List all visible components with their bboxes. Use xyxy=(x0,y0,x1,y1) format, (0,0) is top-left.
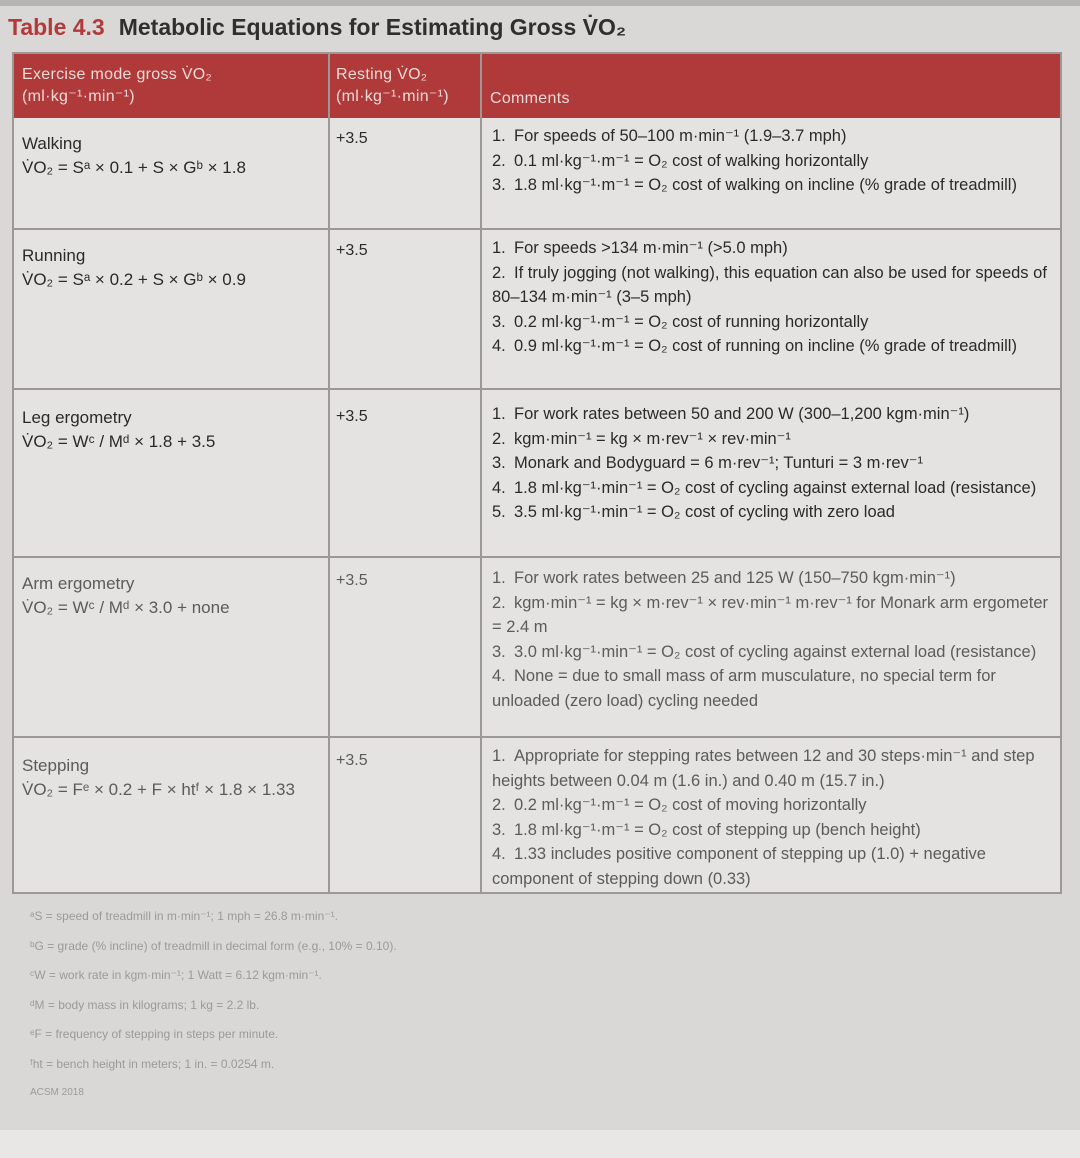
comments-list xyxy=(492,402,1054,525)
footnote-frequency: ᵉF = frequency of stepping in steps per minute. xyxy=(30,1027,279,1041)
header-resting-line1: Resting V̇O₂ xyxy=(336,66,428,83)
mode-name: Stepping xyxy=(22,756,90,775)
table-row-arm-ergometry xyxy=(14,558,1060,736)
resting-value: +3.5 xyxy=(336,752,368,769)
footnote-grade: ᵇG = grade (% incline) of treadmill in decimal form (e.g., 10% = 0.10). xyxy=(30,938,397,953)
footnote-body-mass: ᵈM = body mass in kilograms; 1 kg = 2.2 lb. xyxy=(30,997,260,1012)
exercise-mode xyxy=(22,244,246,292)
header-resting xyxy=(336,64,449,108)
mode-equation: V̇O₂ = Sᵃ × 0.1 + S × Gᵇ × 1.8 xyxy=(22,158,246,177)
source-citation: ACSM 2018 xyxy=(30,1087,84,1098)
comments-list xyxy=(492,236,1054,359)
comment-item: 4. None = due to small mass of arm musculature, no special term for unloaded (zero load) cycling needed xyxy=(492,667,996,710)
resting-value: +3.5 xyxy=(336,572,368,589)
page-bottom-edge xyxy=(0,1130,1080,1158)
comment-item: 2. kgm·min⁻¹ = kg × m·rev⁻¹ × rev·min⁻¹ xyxy=(492,429,791,448)
comments-list xyxy=(492,566,1054,713)
metabolic-equations-table xyxy=(12,52,1062,894)
table-number: Table 4.3 xyxy=(8,14,105,40)
mode-equation: V̇O₂ = Sᵃ × 0.2 + S × Gᵇ × 0.9 xyxy=(22,270,246,289)
comment-item: 1. For work rates between 50 and 200 W (300–1,200 kgm·min⁻¹) xyxy=(492,405,970,423)
table-row-walking xyxy=(14,118,1060,228)
top-edge xyxy=(0,0,1080,6)
comment-item: 1. For speeds >134 m·min⁻¹ (>5.0 mph) xyxy=(492,239,788,257)
header-comments: Comments xyxy=(490,90,570,107)
table-header xyxy=(14,54,1060,118)
table-row-stepping xyxy=(14,738,1060,892)
exercise-mode xyxy=(22,754,295,802)
resting-value: +3.5 xyxy=(336,130,368,147)
mode-name: Running xyxy=(22,246,86,265)
exercise-mode xyxy=(22,572,230,620)
comment-item: 2. 0.2 ml·kg⁻¹·m⁻¹ = O₂ cost of moving horizontally xyxy=(492,796,867,814)
resting-value: +3.5 xyxy=(336,408,368,425)
mode-name: Arm ergometry xyxy=(22,574,135,593)
comment-item: 4. 1.33 includes positive component of stepping up (1.0) + negative component of stepping down (0.33) xyxy=(492,845,986,888)
table-title-text: Metabolic Equations for Estimating Gross V̇O₂ xyxy=(118,14,627,40)
footnotes xyxy=(30,906,730,1113)
comments-list xyxy=(492,744,1054,891)
comment-item: 1. For speeds of 50–100 m·min⁻¹ (1.9–3.7 mph) xyxy=(492,127,847,145)
mode-name: Leg ergometry xyxy=(22,408,132,427)
footnote-bench-height: ᶠht = bench height in meters; 1 in. = 0.0254 m. xyxy=(30,1056,275,1071)
comment-item: 3. 0.2 ml·kg⁻¹·m⁻¹ = O₂ cost of running horizontally xyxy=(492,312,869,331)
header-exercise-mode-units: (ml·kg⁻¹·min⁻¹) xyxy=(22,88,135,105)
table-row-running xyxy=(14,230,1060,388)
comment-item: 2. If truly jogging (not walking), this equation can also be used for speeds of 80–134 m·min⁻¹ (3–5 mph) xyxy=(492,263,1047,306)
comment-item: 1. For work rates between 25 and 125 W (150–750 kgm·min⁻¹) xyxy=(492,569,956,587)
comment-item: 2. 0.1 ml·kg⁻¹·m⁻¹ = O₂ cost of walking horizontally xyxy=(492,151,869,170)
resting-value: +3.5 xyxy=(336,242,368,259)
table-row-leg-ergometry xyxy=(14,390,1060,556)
mode-name: Walking xyxy=(22,134,82,153)
comment-item: 4. 1.8 ml·kg⁻¹·min⁻¹ = O₂ cost of cycling against external load (resistance) xyxy=(492,478,1037,497)
comment-item: 3. 1.8 ml·kg⁻¹·m⁻¹ = O₂ cost of walking on incline (% grade of treadmill) xyxy=(492,176,1017,194)
mode-equation: V̇O₂ = Wᶜ / Mᵈ × 3.0 + none xyxy=(22,598,230,617)
header-exercise-mode-line1: Exercise mode gross V̇O₂ xyxy=(22,66,213,83)
comment-item: 3. 1.8 ml·kg⁻¹·m⁻¹ = O₂ cost of stepping up (bench height) xyxy=(492,820,921,839)
mode-equation: V̇O₂ = Wᶜ / Mᵈ × 1.8 + 3.5 xyxy=(22,432,216,451)
header-exercise-mode xyxy=(22,64,212,108)
table-title xyxy=(8,14,1068,41)
comment-item: 1. Appropriate for stepping rates between 12 and 30 steps·min⁻¹ and step heights between 0.04 m (1.6 in.) and 0.40 m (15.7 in.) xyxy=(492,747,1035,790)
footnote-speed: ᵃS = speed of treadmill in m·min⁻¹; 1 mph = 26.8 m·min⁻¹. xyxy=(30,909,338,923)
footnote-work-rate: ᶜW = work rate in kgm·min⁻¹; 1 Watt = 6.12 kgm·min⁻¹. xyxy=(30,968,322,982)
mode-equation: V̇O₂ = Fᵉ × 0.2 + F × htᶠ × 1.8 × 1.33 xyxy=(22,780,295,799)
comment-item: 5. 3.5 ml·kg⁻¹·min⁻¹ = O₂ cost of cycling with zero load xyxy=(492,503,895,521)
comment-item: 2. kgm·min⁻¹ = kg × m·rev⁻¹ × rev·min⁻¹ m·rev⁻¹ for Monark arm ergometer = 2.4 m xyxy=(492,593,1049,636)
comments-list xyxy=(492,124,1054,198)
comment-item: 3. 3.0 ml·kg⁻¹·min⁻¹ = O₂ cost of cycling against external load (resistance) xyxy=(492,642,1037,661)
comment-item: 4. 0.9 ml·kg⁻¹·m⁻¹ = O₂ cost of running on incline (% grade of treadmill) xyxy=(492,337,1017,355)
exercise-mode xyxy=(22,132,246,180)
comment-item: 3. Monark and Bodyguard = 6 m·rev⁻¹; Tunturi = 3 m·rev⁻¹ xyxy=(492,454,923,472)
exercise-mode xyxy=(22,406,215,454)
header-resting-units: (ml·kg⁻¹·min⁻¹) xyxy=(336,88,449,105)
